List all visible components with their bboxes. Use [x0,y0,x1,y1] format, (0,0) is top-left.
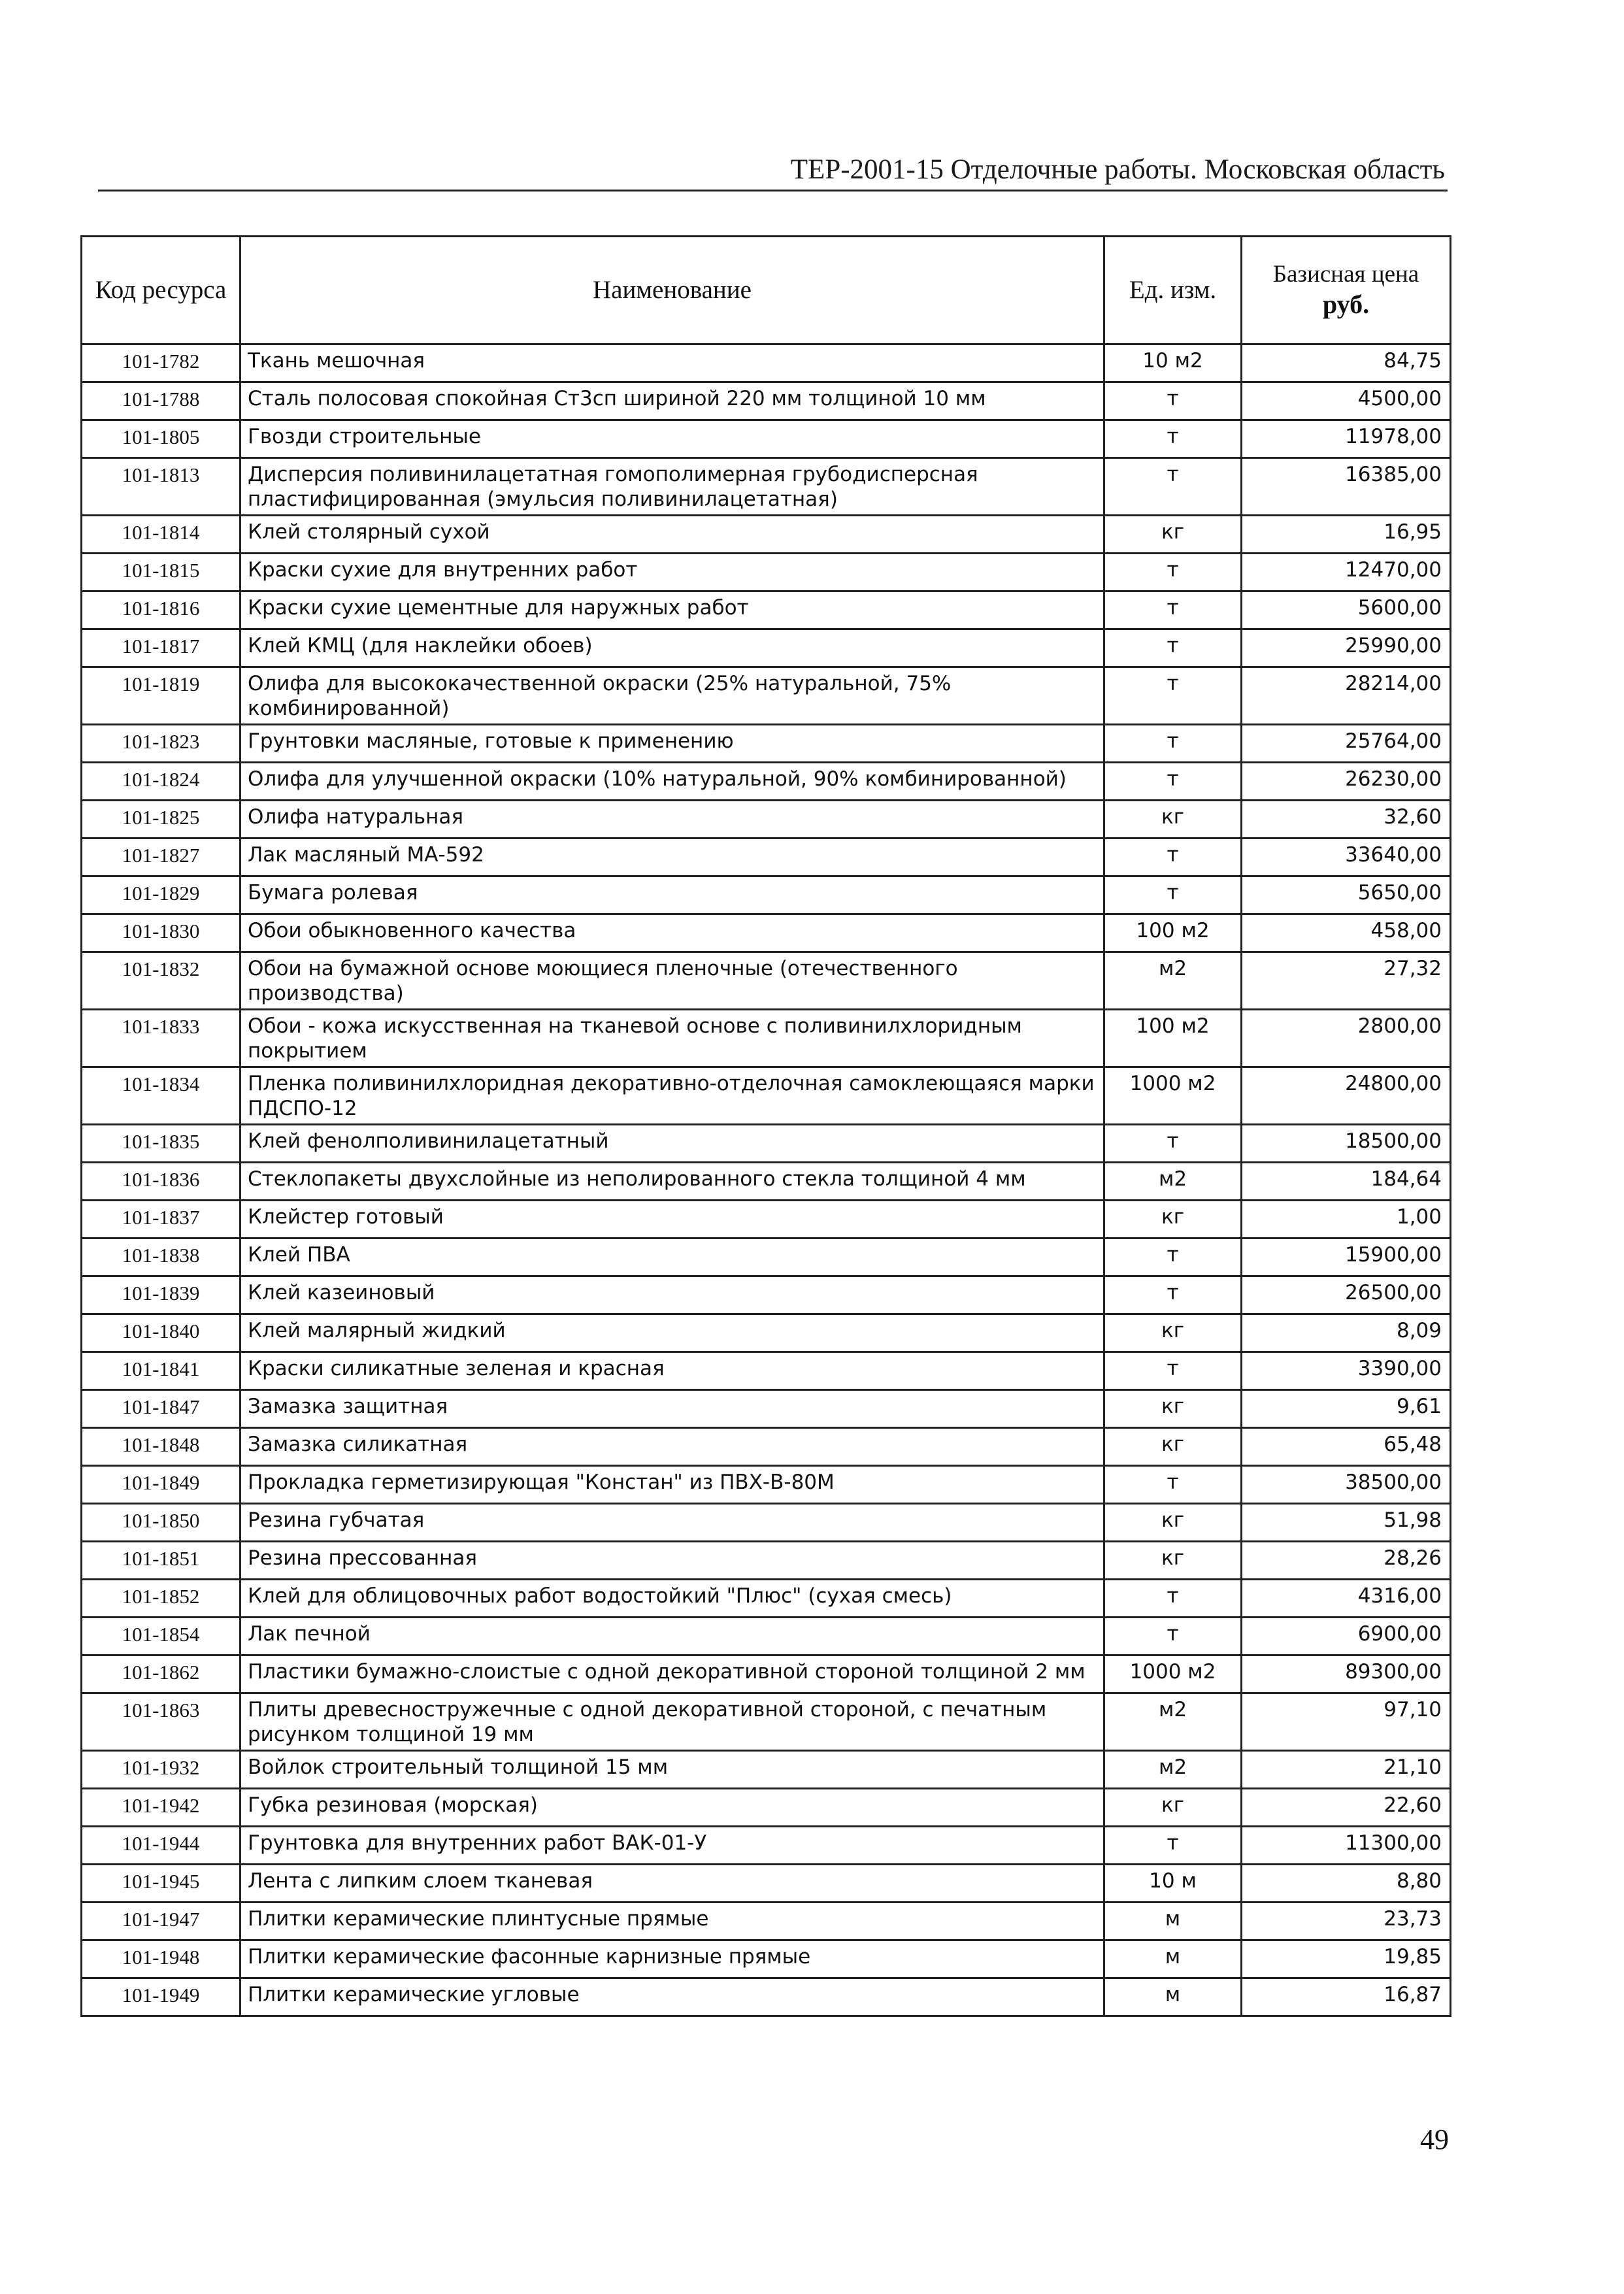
unit-cell: т [1104,1352,1242,1390]
resource-name-cell: Сталь полосовая спокойная Ст3сп шириной 220 мм толщиной 10 мм [240,382,1104,420]
price-cell: 25764,00 [1242,725,1451,763]
unit-cell: м [1104,1903,1242,1940]
resource-name-cell: Обои - кожа искусственная на тканевой основе с поливинилхлоридным покрытием [240,1010,1104,1067]
price-cell: 1,00 [1242,1201,1451,1238]
resource-code-cell: 101-1814 [82,516,240,554]
resource-name-cell: Клей столярный сухой [240,516,1104,554]
price-cell: 89300,00 [1242,1655,1451,1693]
unit-cell: т [1104,725,1242,763]
resource-code-cell: 101-1782 [82,344,240,382]
table-row [82,1276,1451,1314]
resource-name-cell: Краски сухие цементные для наружных работ [240,591,1104,629]
resource-name-cell: Бумага ролевая [240,876,1104,914]
page-header [98,149,1448,191]
resource-name-cell: Краски силикатные зеленая и красная [240,1352,1104,1390]
resource-name-cell: Гвозди строительные [240,420,1104,458]
resource-code-cell: 101-1851 [82,1542,240,1580]
column-header-unit: Ед. изм. [1104,237,1242,344]
resource-code-cell: 101-1949 [82,1978,240,2016]
resource-code-cell: 101-1834 [82,1067,240,1125]
resource-code-cell: 101-1848 [82,1428,240,1466]
price-cell: 65,48 [1242,1428,1451,1466]
table-row [82,725,1451,763]
table-row [82,801,1451,839]
price-cell: 19,85 [1242,1940,1451,1978]
price-cell: 28214,00 [1242,667,1451,725]
unit-cell: т [1104,1827,1242,1865]
unit-cell: т [1104,382,1242,420]
unit-cell: кг [1104,1390,1242,1428]
price-cell: 3390,00 [1242,1352,1451,1390]
resource-name-cell: Губка резиновая (морская) [240,1789,1104,1827]
unit-cell: т [1104,420,1242,458]
table-row [82,1903,1451,1940]
table-row [82,1542,1451,1580]
page-number: 49 [1420,2123,1449,2155]
table-header-row [82,237,1451,344]
price-cell: 84,75 [1242,344,1451,382]
price-cell: 32,60 [1242,801,1451,839]
price-cell: 16385,00 [1242,458,1451,516]
table-row [82,1940,1451,1978]
resource-code-cell: 101-1945 [82,1865,240,1903]
price-cell: 28,26 [1242,1542,1451,1580]
resource-name-cell: Плиты древесностружечные с одной декоративной стороной, с печатным рисунком толщиной 19 мм [240,1693,1104,1751]
price-cell: 25990,00 [1242,629,1451,667]
table-row [82,1865,1451,1903]
table-row [82,1655,1451,1693]
resource-name-cell: Грунтовки масляные, готовые к применению [240,725,1104,763]
unit-cell: 10 м [1104,1865,1242,1903]
price-cell: 51,98 [1242,1504,1451,1542]
resource-name-cell: Клей КМЦ (для наклейки обоев) [240,629,1104,667]
resource-code-cell: 101-1840 [82,1314,240,1352]
unit-cell: 1000 м2 [1104,1067,1242,1125]
resource-code-cell: 101-1830 [82,914,240,952]
price-cell: 27,32 [1242,952,1451,1010]
table-row [82,952,1451,1010]
resource-code-cell: 101-1815 [82,554,240,591]
column-header-price [1242,237,1451,344]
unit-cell: м [1104,1940,1242,1978]
resource-code-cell: 101-1948 [82,1940,240,1978]
resource-name-cell: Клей малярный жидкий [240,1314,1104,1352]
price-cell: 2800,00 [1242,1010,1451,1067]
unit-cell: кг [1104,1504,1242,1542]
resource-code-cell: 101-1827 [82,839,240,876]
column-header-name: Наименование [240,237,1104,344]
table-row [82,554,1451,591]
resource-code-cell: 101-1836 [82,1163,240,1201]
resource-name-cell: Прокладка герметизирующая "Констан" из ПВХ-В-80М [240,1466,1104,1504]
price-cell: 4316,00 [1242,1580,1451,1618]
price-cell: 6900,00 [1242,1618,1451,1655]
unit-cell: м2 [1104,1693,1242,1751]
resource-code-cell: 101-1824 [82,763,240,801]
resource-code-cell: 101-1829 [82,876,240,914]
table-row [82,1580,1451,1618]
price-cell: 16,87 [1242,1978,1451,2016]
table-row [82,1238,1451,1276]
price-header-line2: руб. [1322,290,1370,320]
resource-code-cell: 101-1947 [82,1903,240,1940]
table-row [82,591,1451,629]
unit-cell: 100 м2 [1104,1010,1242,1067]
price-cell: 11300,00 [1242,1827,1451,1865]
resource-name-cell: Войлок строительный толщиной 15 мм [240,1751,1104,1789]
price-cell: 21,10 [1242,1751,1451,1789]
unit-cell: т [1104,667,1242,725]
resource-code-cell: 101-1850 [82,1504,240,1542]
unit-cell: т [1104,591,1242,629]
unit-cell: м2 [1104,952,1242,1010]
table-row [82,763,1451,801]
table-row [82,1314,1451,1352]
table-row [82,1789,1451,1827]
unit-cell: т [1104,1238,1242,1276]
unit-cell: т [1104,458,1242,516]
unit-cell: т [1104,1466,1242,1504]
resource-name-cell: Олифа для высококачественной окраски (25% натуральной, 75% комбинированной) [240,667,1104,725]
table-row [82,1201,1451,1238]
resource-name-cell: Олифа натуральная [240,801,1104,839]
table-row [82,1390,1451,1428]
table-row [82,629,1451,667]
resource-code-cell: 101-1819 [82,667,240,725]
resource-name-cell: Резина прессованная [240,1542,1104,1580]
table-row [82,1163,1451,1201]
table-row [82,1693,1451,1751]
resource-name-cell: Олифа для улучшенной окраски (10% натуральной, 90% комбинированной) [240,763,1104,801]
resource-name-cell: Клейстер готовый [240,1201,1104,1238]
resource-code-cell: 101-1852 [82,1580,240,1618]
resource-name-cell: Пленка поливинилхлоридная декоративно-отделочная самоклеющаяся марки ПДСПО-12 [240,1067,1104,1125]
resource-code-cell: 101-1944 [82,1827,240,1865]
resource-code-cell: 101-1832 [82,952,240,1010]
resource-code-cell: 101-1833 [82,1010,240,1067]
price-cell: 24800,00 [1242,1067,1451,1125]
unit-cell: кг [1104,1428,1242,1466]
table-row [82,1067,1451,1125]
table-row [82,1428,1451,1466]
resource-name-cell: Клей для облицовочных работ водостойкий "Плюс" (сухая смесь) [240,1580,1104,1618]
resource-code-cell: 101-1817 [82,629,240,667]
price-cell: 5600,00 [1242,591,1451,629]
resource-name-cell: Лак масляный МА-592 [240,839,1104,876]
price-cell: 458,00 [1242,914,1451,952]
resource-name-cell: Клей казеиновый [240,1276,1104,1314]
unit-cell: т [1104,554,1242,591]
unit-cell: т [1104,763,1242,801]
resource-code-cell: 101-1932 [82,1751,240,1789]
unit-cell: кг [1104,801,1242,839]
resource-name-cell: Ткань мешочная [240,344,1104,382]
price-cell: 8,80 [1242,1865,1451,1903]
price-cell: 18500,00 [1242,1125,1451,1163]
document-title: ТЕР-2001-15 Отделочные работы. Московская область [790,154,1445,185]
table-row [82,1352,1451,1390]
unit-cell: т [1104,1125,1242,1163]
resource-name-cell: Лента с липким слоем тканевая [240,1865,1104,1903]
price-cell: 33640,00 [1242,839,1451,876]
unit-cell: т [1104,1580,1242,1618]
resource-name-cell: Плитки керамические угловые [240,1978,1104,2016]
resource-code-cell: 101-1942 [82,1789,240,1827]
resource-name-cell: Грунтовка для внутренних работ ВАК-01-У [240,1827,1104,1865]
resource-code-cell: 101-1813 [82,458,240,516]
resource-code-cell: 101-1805 [82,420,240,458]
table-body [82,344,1451,2016]
resource-code-cell: 101-1862 [82,1655,240,1693]
table-row [82,1751,1451,1789]
price-cell: 4500,00 [1242,382,1451,420]
price-cell: 16,95 [1242,516,1451,554]
unit-cell: т [1104,1618,1242,1655]
unit-cell: 10 м2 [1104,344,1242,382]
resource-name-cell: Обои на бумажной основе моющиеся пленочные (отечественного производства) [240,952,1104,1010]
table-row [82,458,1451,516]
resource-name-cell: Стеклопакеты двухслойные из неполированного стекла толщиной 4 мм [240,1163,1104,1201]
resource-code-cell: 101-1863 [82,1693,240,1751]
unit-cell: кг [1104,1201,1242,1238]
resource-code-cell: 101-1823 [82,725,240,763]
resource-code-cell: 101-1838 [82,1238,240,1276]
resource-name-cell: Резина губчатая [240,1504,1104,1542]
unit-cell: т [1104,629,1242,667]
resource-code-cell: 101-1788 [82,382,240,420]
resource-name-cell: Лак печной [240,1618,1104,1655]
table-row [82,1618,1451,1655]
unit-cell: т [1104,839,1242,876]
unit-cell: 100 м2 [1104,914,1242,952]
table-row [82,914,1451,952]
resource-name-cell: Клей фенолполивинилацетатный [240,1125,1104,1163]
table-row [82,667,1451,725]
table-row [82,1827,1451,1865]
price-cell: 38500,00 [1242,1466,1451,1504]
resource-code-cell: 101-1847 [82,1390,240,1428]
table-row [82,876,1451,914]
table-row [82,1010,1451,1067]
price-cell: 184,64 [1242,1163,1451,1201]
price-cell: 11978,00 [1242,420,1451,458]
table-row [82,420,1451,458]
unit-cell: кг [1104,1314,1242,1352]
resource-name-cell: Замазка защитная [240,1390,1104,1428]
resource-code-cell: 101-1835 [82,1125,240,1163]
resource-name-cell: Дисперсия поливинилацетатная гомополимерная грубодисперсная пластифицированная (эмульсия поливинилацетатная) [240,458,1104,516]
resource-name-cell: Краски сухие для внутренних работ [240,554,1104,591]
unit-cell: м2 [1104,1163,1242,1201]
unit-cell: 1000 м2 [1104,1655,1242,1693]
price-cell: 23,73 [1242,1903,1451,1940]
price-cell: 26230,00 [1242,763,1451,801]
resource-price-table [80,235,1451,2017]
price-header-line1: Базисная цена [1272,260,1419,288]
resource-name-cell: Замазка силикатная [240,1428,1104,1466]
table-row [82,1125,1451,1163]
resource-code-cell: 101-1837 [82,1201,240,1238]
resource-code-cell: 101-1825 [82,801,240,839]
price-cell: 15900,00 [1242,1238,1451,1276]
resource-name-cell: Обои обыкновенного качества [240,914,1104,952]
unit-cell: т [1104,876,1242,914]
resource-code-cell: 101-1816 [82,591,240,629]
resource-code-cell: 101-1839 [82,1276,240,1314]
table-row [82,344,1451,382]
column-header-code: Код ресурса [82,237,240,344]
resource-code-cell: 101-1849 [82,1466,240,1504]
price-cell: 9,61 [1242,1390,1451,1428]
price-cell: 97,10 [1242,1693,1451,1751]
price-cell: 12470,00 [1242,554,1451,591]
unit-cell: м [1104,1978,1242,2016]
table-row [82,1504,1451,1542]
resource-name-cell: Плитки керамические плинтусные прямые [240,1903,1104,1940]
table-row [82,1978,1451,2016]
resource-code-cell: 101-1854 [82,1618,240,1655]
price-cell: 8,09 [1242,1314,1451,1352]
unit-cell: т [1104,1276,1242,1314]
resource-name-cell: Пластики бумажно-слоистые с одной декоративной стороной толщиной 2 мм [240,1655,1104,1693]
price-cell: 5650,00 [1242,876,1451,914]
price-cell: 26500,00 [1242,1276,1451,1314]
resource-name-cell: Плитки керамические фасонные карнизные прямые [240,1940,1104,1978]
table-row [82,1466,1451,1504]
price-cell: 22,60 [1242,1789,1451,1827]
table-row [82,516,1451,554]
resource-code-cell: 101-1841 [82,1352,240,1390]
unit-cell: м2 [1104,1751,1242,1789]
unit-cell: кг [1104,1542,1242,1580]
table-row [82,839,1451,876]
table-row [82,382,1451,420]
unit-cell: кг [1104,1789,1242,1827]
resource-name-cell: Клей ПВА [240,1238,1104,1276]
unit-cell: кг [1104,516,1242,554]
